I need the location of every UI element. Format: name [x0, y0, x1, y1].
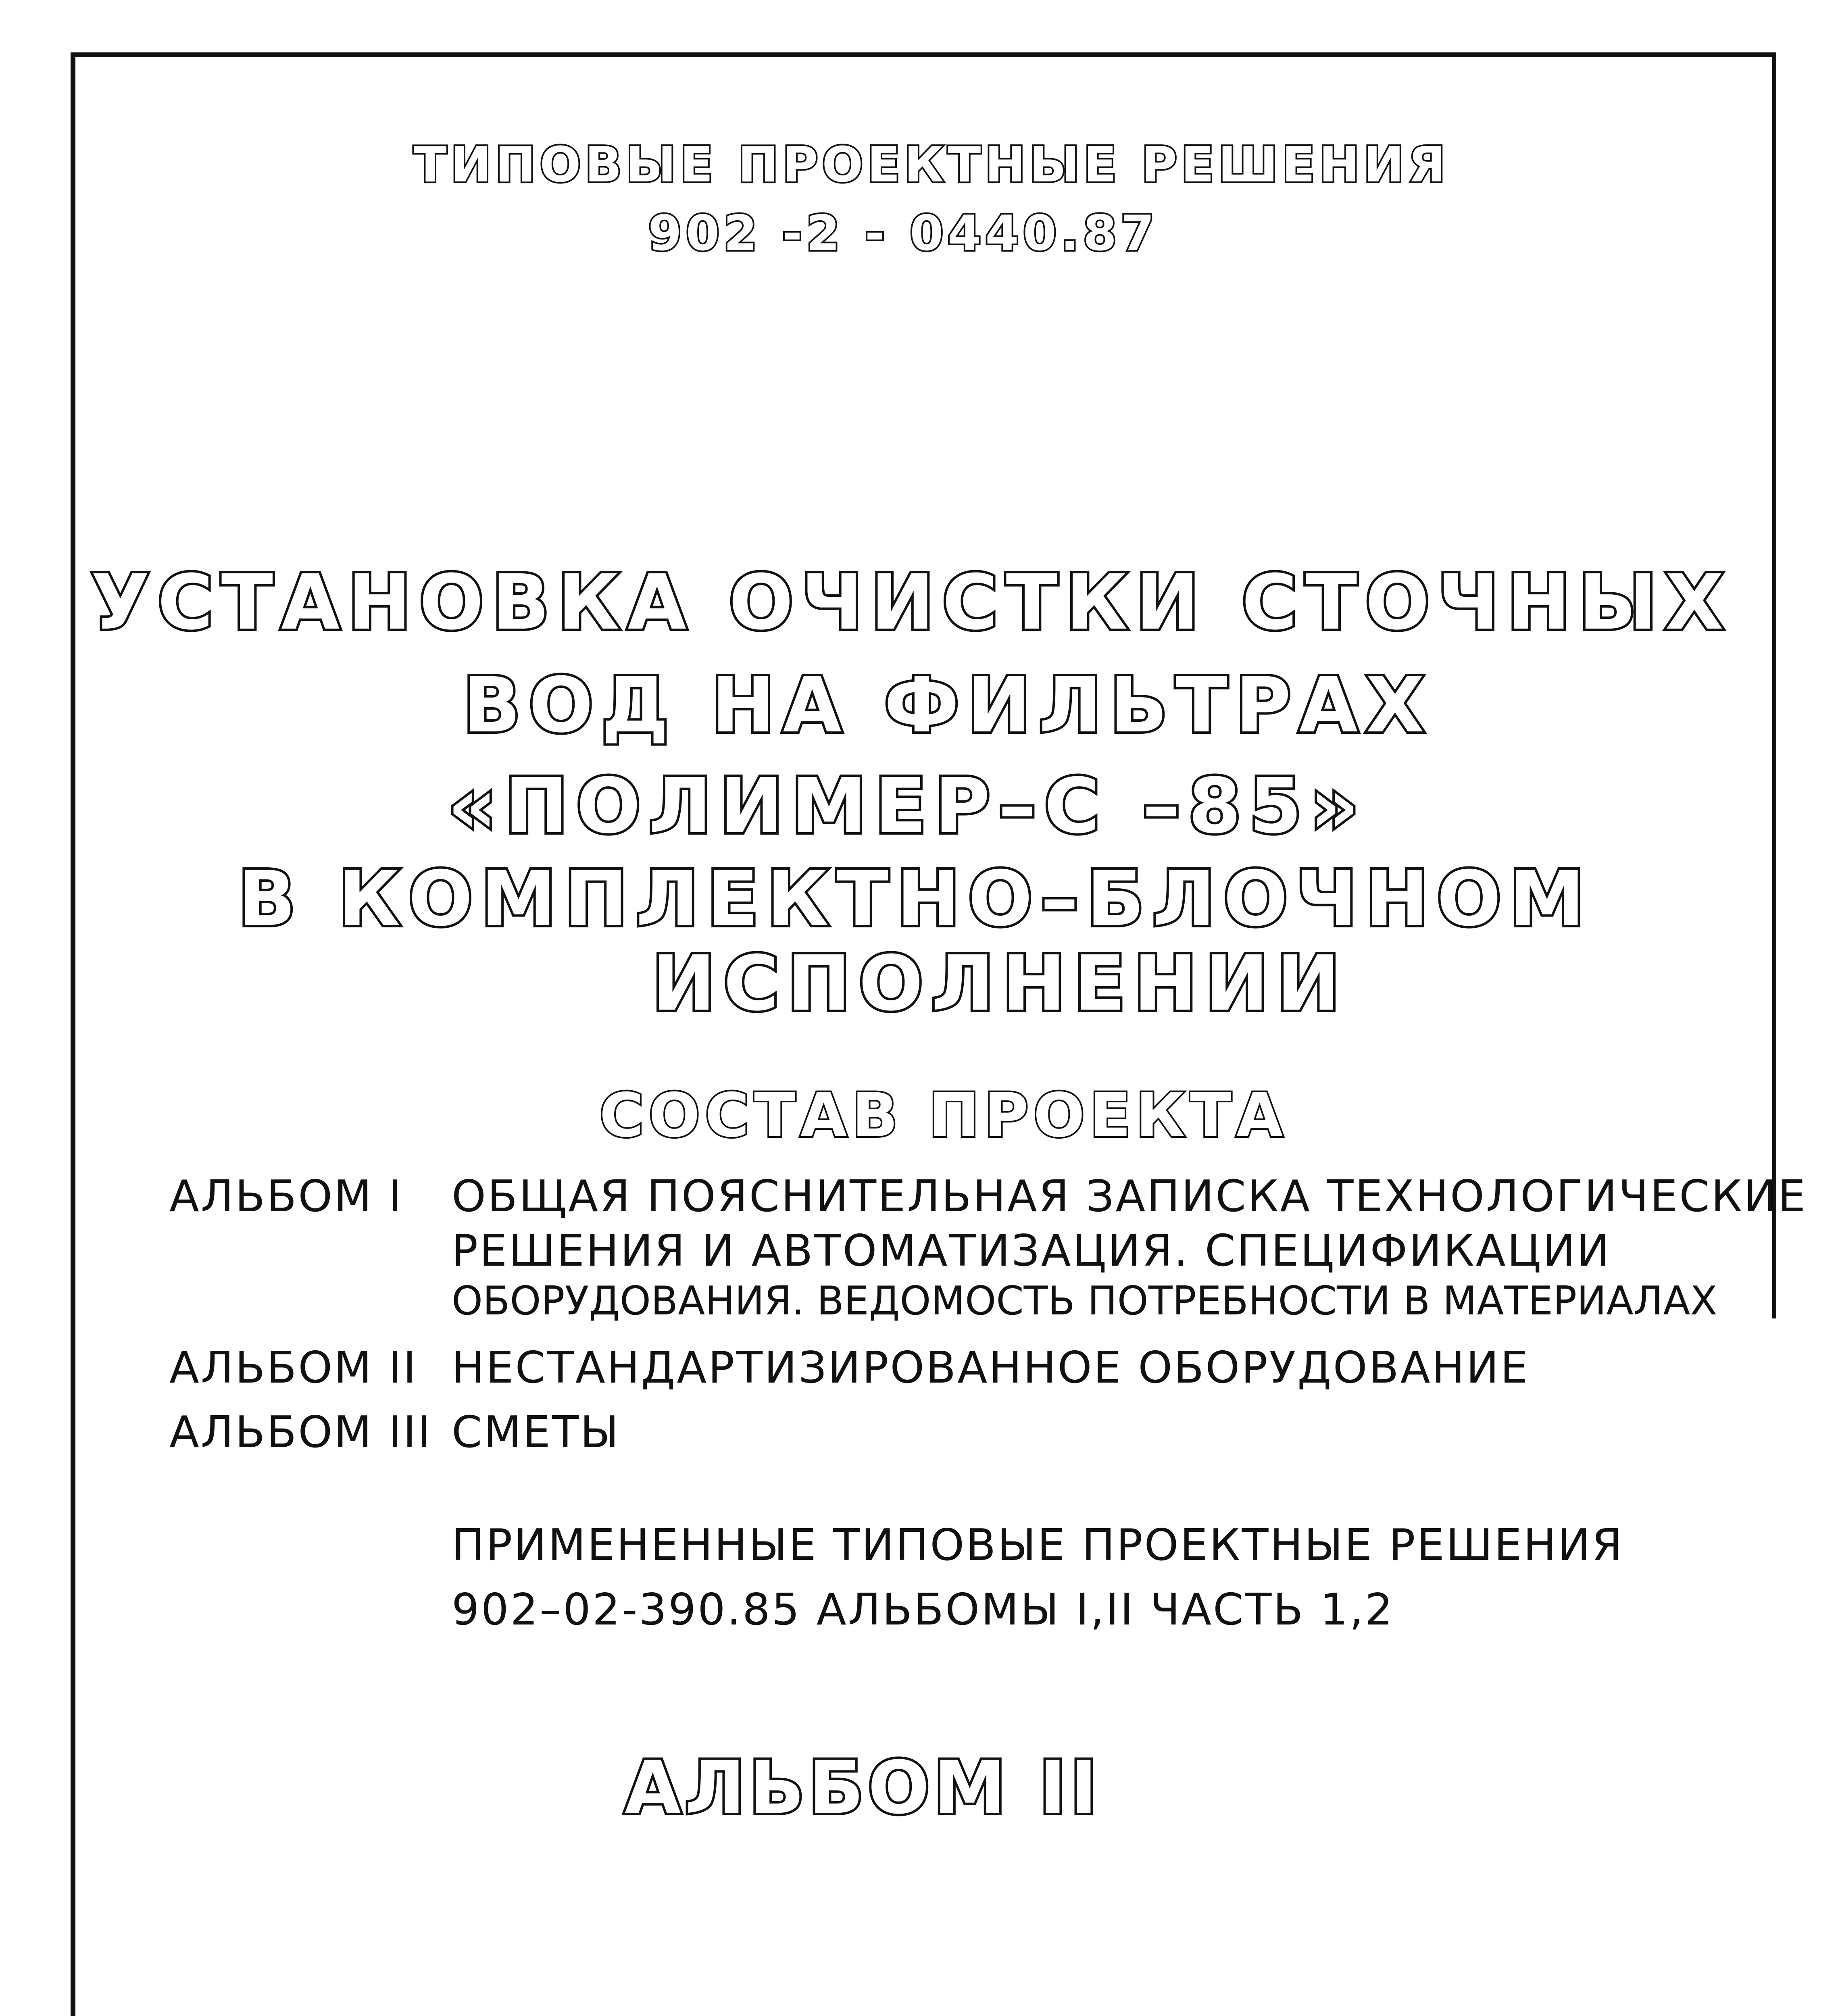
current-album-label: АЛЬБОМ II	[625, 1746, 1101, 1830]
album-1-label: АЛЬБОМ I	[169, 1171, 403, 1222]
album-2-label: АЛЬБОМ II	[169, 1343, 418, 1393]
applied-solutions-line-1: ПРИМЕНЕННЫЕ ТИПОВЫЕ ПРОЕКТНЫЕ РЕШЕНИЯ	[452, 1520, 1624, 1570]
applied-solutions-line-2: 902–02-390.85 АЛЬБОМЫ I,II ЧАСТЬ 1,2	[452, 1585, 1394, 1635]
frame-left-line	[71, 52, 75, 2016]
album-2-line-1: НЕСТАНДАРТИЗИРОВАННОЕ ОБОРУДОВАНИЕ	[452, 1343, 1530, 1393]
composition-heading: СОСТАВ ПРОЕКТА	[599, 1081, 1288, 1151]
album-1-line-3: ОБОРУДОВАНИЯ. ВЕДОМОСТЬ ПОТРЕБНОСТИ В МАТЕРИАЛАХ	[452, 1278, 1717, 1324]
project-code: 902 -2 - 0440.87	[648, 206, 1159, 262]
main-title-line-2: ВОД НА ФИЛЬТРАХ	[463, 661, 1432, 750]
album-3-label: АЛЬБОМ III	[169, 1407, 432, 1458]
main-title-line-3: «ПОЛИМЕР–С –85»	[448, 762, 1367, 850]
frame-top-line	[71, 52, 1772, 57]
album-3-line-1: СМЕТЫ	[452, 1407, 621, 1458]
main-title-line-4: В КОМПЛЕКТНО–БЛОЧНОМ	[238, 855, 1593, 943]
album-1-line-1: ОБЩАЯ ПОЯСНИТЕЛЬНАЯ ЗАПИСКА ТЕХНОЛОГИЧЕСКИЕ	[452, 1171, 1807, 1222]
series-title: ТИПОВЫЕ ПРОЕКТНЫЕ РЕШЕНИЯ	[413, 137, 1450, 193]
album-1-line-2: РЕШЕНИЯ И АВТОМАТИЗАЦИЯ. СПЕЦИФИКАЦИИ	[452, 1226, 1611, 1276]
frame-right-line	[1772, 52, 1776, 1318]
main-title-line-1: УСТАНОВКА ОЧИСТКИ СТОЧНЫХ	[91, 558, 1732, 647]
main-title-line-5: ИСПОЛНЕНИИ	[652, 939, 1348, 1028]
